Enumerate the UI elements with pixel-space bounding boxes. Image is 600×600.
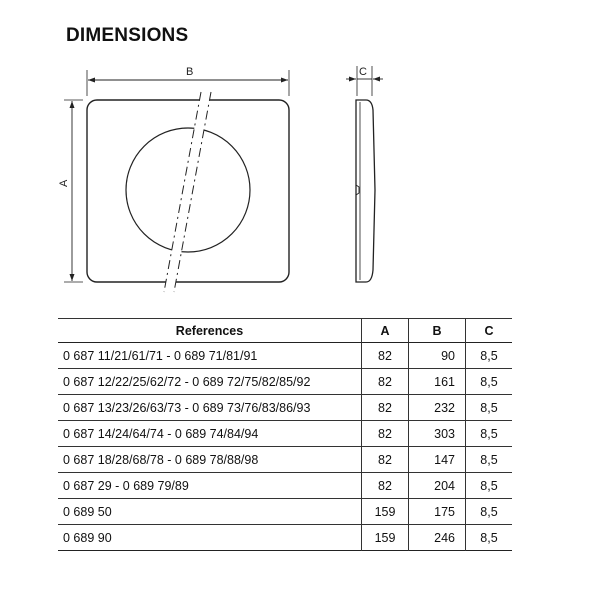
a-cell: 82 — [362, 421, 409, 447]
c-cell: 8,5 — [466, 421, 513, 447]
reference-cell: 0 687 11/21/61/71 - 0 689 71/81/91 — [63, 348, 258, 363]
header-references: References — [175, 323, 244, 338]
page-title: DIMENSIONS — [66, 25, 189, 46]
a-cell: 82 — [362, 395, 409, 421]
c-cell: 8,5 — [466, 473, 513, 499]
height-dimension-label: A — [58, 179, 70, 187]
c-cell: 8,5 — [466, 343, 513, 369]
b-cell: 303 — [409, 421, 466, 447]
reference-cell: 0 689 90 — [63, 530, 112, 545]
table-row — [58, 499, 512, 525]
b-cell: 175 — [409, 499, 466, 525]
reference-cell: 0 687 12/22/25/62/72 - 0 689 72/75/82/85/92 — [63, 374, 311, 389]
reference-cell: 0 689 50 — [63, 504, 112, 519]
b-cell: 232 — [409, 395, 466, 421]
table-row — [58, 421, 512, 447]
reference-cell: 0 687 14/24/64/74 - 0 689 74/84/94 — [63, 426, 259, 441]
b-cell: 90 — [409, 343, 466, 369]
b-cell: 246 — [409, 525, 466, 551]
table-row — [58, 369, 512, 395]
b-cell: 161 — [409, 369, 466, 395]
c-cell: 8,5 — [466, 525, 513, 551]
header-c: C — [466, 319, 513, 343]
depth-dimension-label: C — [359, 66, 367, 78]
a-cell: 159 — [362, 525, 409, 551]
c-cell: 8,5 — [466, 499, 513, 525]
table-row — [58, 447, 512, 473]
table-header-row — [58, 319, 512, 343]
reference-cell: 0 687 13/23/26/63/73 - 0 689 73/76/83/86/93 — [63, 400, 311, 415]
a-cell: 82 — [362, 473, 409, 499]
a-cell: 82 — [362, 369, 409, 395]
b-cell: 204 — [409, 473, 466, 499]
side-view — [346, 66, 383, 282]
reference-cell: 0 687 18/28/68/78 - 0 689 78/88/98 — [63, 452, 259, 467]
front-view — [58, 66, 289, 292]
a-cell: 159 — [362, 499, 409, 525]
header-b: B — [409, 319, 466, 343]
b-cell: 147 — [409, 447, 466, 473]
header-a: A — [362, 319, 409, 343]
a-cell: 82 — [362, 343, 409, 369]
width-dimension-label: B — [186, 66, 194, 78]
c-cell: 8,5 — [466, 369, 513, 395]
table-row — [58, 525, 512, 551]
c-cell: 8,5 — [466, 395, 513, 421]
a-cell: 82 — [362, 447, 409, 473]
table-row — [58, 343, 512, 369]
c-cell: 8,5 — [466, 447, 513, 473]
reference-cell: 0 687 29 - 0 689 79/89 — [63, 478, 189, 493]
references-table — [58, 318, 512, 551]
table-row — [58, 473, 512, 499]
table-row — [58, 395, 512, 421]
